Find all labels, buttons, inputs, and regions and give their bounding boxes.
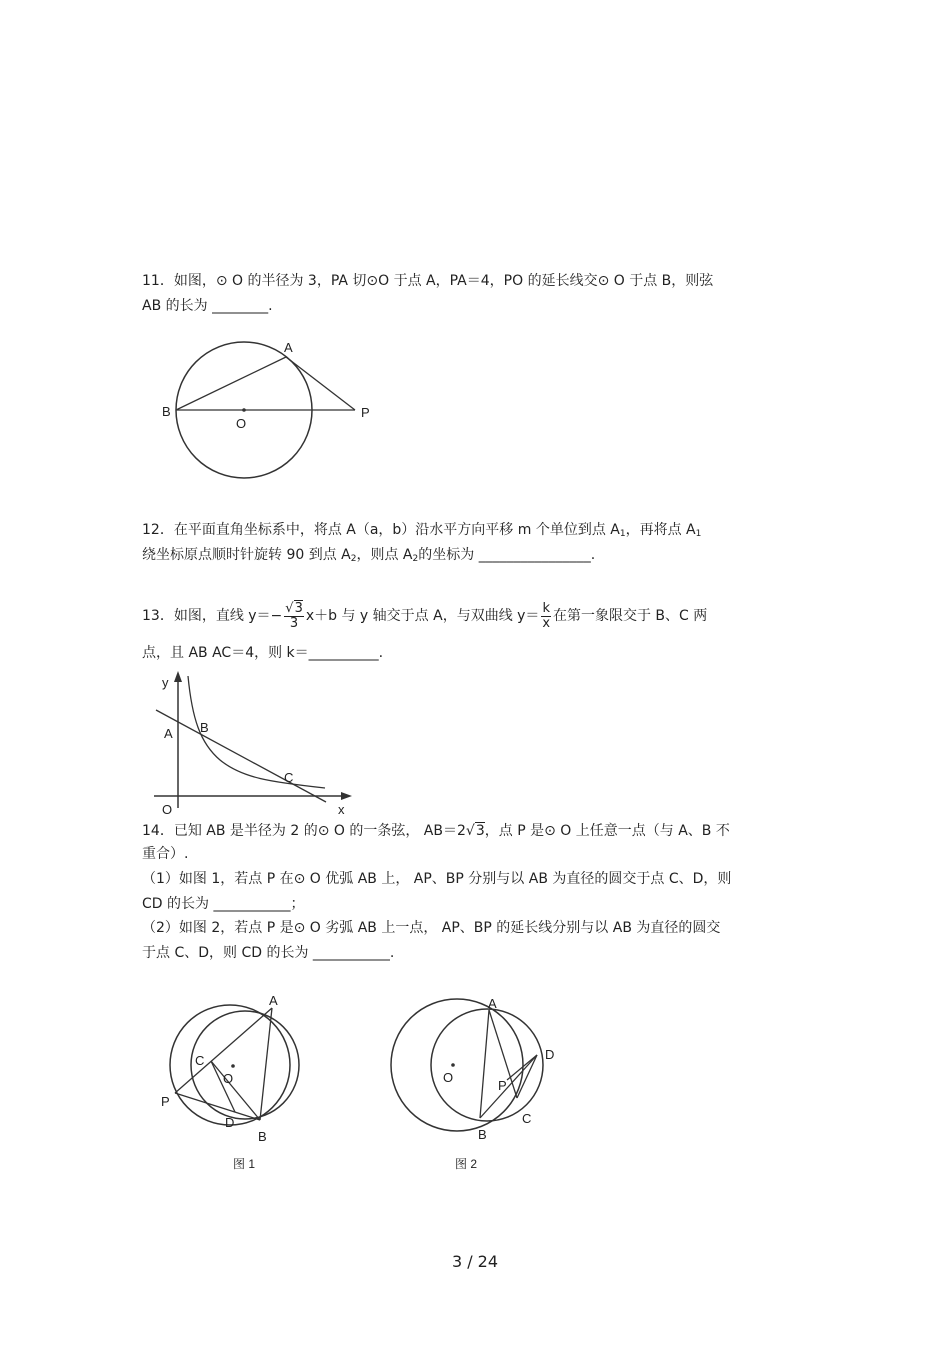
- q12-line1-sub: 1: [619, 529, 626, 539]
- fig1-pb: [175, 1093, 260, 1120]
- fig2-dc: [517, 1055, 537, 1098]
- q12-line1-main: 12．在平面直角坐标系中，将点 A（a，b）沿水平方向平移 m 个单位到点 A: [142, 522, 620, 538]
- fig2-big-circle: [391, 999, 523, 1131]
- fig2-label-c: C: [522, 1111, 532, 1126]
- q12-text-line1: [142, 521, 701, 543]
- q11-text-line1: 11．如图，⊙ O 的半径为 3，PA 切⊙O 于点 A，PA＝4，PO 的延长线交⊙ O 于点 B，则弦: [142, 273, 714, 289]
- q14-text-line6: 于点 C、D，则 CD 的长为 ___________.: [142, 945, 395, 961]
- q12-line1-tail: ，再将点 A: [625, 522, 696, 538]
- q13-figure: [150, 668, 370, 818]
- fig1-caption: 图 1: [233, 1157, 256, 1171]
- q11-center-dot: [242, 408, 246, 412]
- q13-frac1-num: 3: [294, 600, 303, 616]
- fig2-center-dot: [451, 1063, 455, 1067]
- q13-pre: 13．如图，直线 y＝−: [142, 608, 283, 624]
- q13-text-line2: 点，且 AB AC＝4，则 k＝__________.: [142, 645, 384, 661]
- q12-line1-tail-sub: 1: [695, 529, 702, 539]
- q13-label-c: C: [284, 770, 294, 785]
- q14-line1-rad: 3: [475, 823, 485, 839]
- fig1-big-circle: [170, 1005, 290, 1125]
- q13-label-a: A: [164, 726, 173, 741]
- q13-text-line1: [142, 598, 707, 634]
- fig1-label-o: O: [223, 1071, 234, 1086]
- q13-y-axis-arrow: [174, 671, 182, 682]
- q14-figure-1: [155, 995, 335, 1175]
- q12-line2-a: 绕坐标原点顺时针旋转 90 到点 A: [142, 547, 351, 563]
- q14-line1-b: ，点 P 是⊙ O 上任意一点（与 A、B 不: [484, 823, 730, 839]
- fig2-label-a: A: [488, 996, 497, 1011]
- page-number: 3 / 24: [451, 1252, 499, 1271]
- q13-mid: x＋b 与 y 轴交于点 A，与双曲线 y＝: [305, 608, 540, 624]
- fig1-label-d: D: [225, 1115, 235, 1130]
- q13-frac1-den: 3: [289, 615, 299, 631]
- q13-fraction-k-over-x: [541, 602, 551, 631]
- fig2-label-b: B: [478, 1127, 487, 1142]
- fig2-ab-circle: [431, 1009, 543, 1121]
- fig2-bd: [480, 1055, 537, 1118]
- q11-figure: [150, 330, 390, 490]
- q12-text-line2: [142, 546, 595, 568]
- q13-frac2-num: k: [542, 600, 550, 616]
- fig1-label-a: A: [269, 993, 278, 1008]
- q12-line2-sub: 2: [350, 554, 357, 564]
- q14-text-line3: （1）如图 1，若点 P 在⊙ O 优弧 AB 上， AP、BP 分别与以 AB 为直径的圆交于点 C、D，则: [142, 871, 732, 887]
- fig2-label-p: P: [498, 1078, 507, 1093]
- q11-text-line2: AB 的长为 ________.: [142, 298, 273, 314]
- q11-label-p: P: [361, 405, 370, 420]
- fig2-ab: [480, 1010, 489, 1118]
- q13-label-b: B: [200, 720, 209, 735]
- q11-line-ap: [286, 357, 355, 410]
- fig2-label-o: O: [443, 1070, 454, 1085]
- q11-label-b: B: [162, 404, 171, 419]
- fig1-label-p: P: [161, 1094, 170, 1109]
- q13-label-x: x: [338, 802, 345, 817]
- q13-frac2-den: x: [542, 615, 551, 631]
- q14-line1-a: 14．已知 AB 是半径为 2 的⊙ O 的一条弦， AB＝2: [142, 823, 466, 839]
- fig1-ab: [260, 1008, 272, 1120]
- fig2-caption: 图 2: [455, 1157, 478, 1171]
- q14-figure-2: [385, 995, 575, 1175]
- q13-label-o: O: [162, 802, 173, 817]
- q13-fraction-sqrt3-over-3: $\frac{√3}{3}$: [285, 600, 303, 631]
- q12-line2-c: 的坐标为 ________________.: [418, 547, 596, 563]
- fig1-center-dot: [231, 1064, 235, 1068]
- fig2-label-d: D: [545, 1047, 555, 1062]
- q12-line2-b: ，则点 A: [356, 547, 413, 563]
- q11-label-a: A: [284, 340, 293, 355]
- q13-x-axis-arrow: [341, 792, 352, 800]
- q13-line: [156, 710, 326, 802]
- fig1-label-b: B: [258, 1129, 267, 1144]
- q14-text-line2: 重合）.: [142, 846, 189, 862]
- q14-text-line1: 14．已知 AB 是半径为 2 的⊙ O 的一条弦， AB＝2√3，点 P 是⊙ O 上任意一点（与 A、B 不: [142, 823, 730, 839]
- fig1-label-c: C: [195, 1053, 205, 1068]
- q14-text-line4: CD 的长为 ___________；: [142, 896, 305, 912]
- q13-label-y: y: [162, 675, 169, 690]
- q11-label-o: O: [236, 416, 247, 431]
- q12-line2-sub2: 2: [412, 554, 419, 564]
- q13-post: 在第一象限交于 B、C 两: [552, 608, 708, 624]
- q14-text-line5: （2）如图 2，若点 P 是⊙ O 劣弧 AB 上一点， AP、BP 的延长线分别与以 AB 为直径的圆交: [142, 920, 721, 936]
